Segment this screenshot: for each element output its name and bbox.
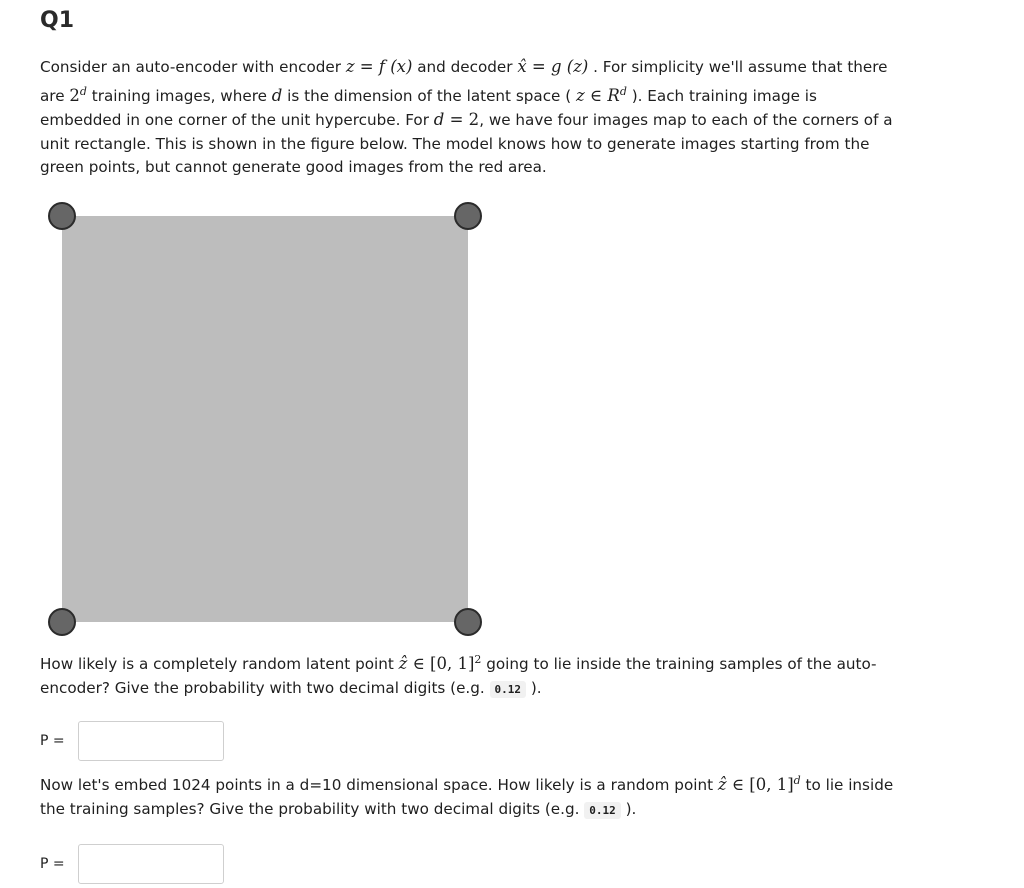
probability-input-1[interactable] bbox=[78, 721, 224, 761]
part2-question: Now let's embed 1024 points in a d=10 dimensional space. How likely is a random point ẑ ∈ [0, 1]$^d$ to lie inside the training samples? Give the probability with two decimal digits (e.g. 0.12 ). bbox=[40, 774, 894, 818]
answer-label: P = bbox=[40, 856, 65, 872]
part1-question: How likely is a completely random latent point ẑ ∈ [0, 1]$^2$ going to lie inside the training samples of the auto-encoder? Give the probability with two decimal digits (e.g. 0.12 ). bbox=[40, 653, 877, 697]
unit-square-figure bbox=[40, 198, 500, 638]
probability-input-2[interactable] bbox=[78, 844, 224, 884]
corner-point-top-right bbox=[455, 203, 481, 229]
unit-square bbox=[62, 216, 468, 622]
corner-point-bottom-right bbox=[455, 609, 481, 635]
example-value-code: 0.12 bbox=[584, 802, 621, 819]
example-value-code: 0.12 bbox=[490, 681, 527, 698]
corner-point-bottom-left bbox=[49, 609, 75, 635]
corner-point-top-left bbox=[49, 203, 75, 229]
intro-paragraph: Consider an auto-encoder with encoder z = f (x) and decoder x̂ = g (z) . For simplicity we'll assume that there are 2$^d$ training images, where d is the dimension of the latent space ( z ∈ $R^d$ ). Each training image is embedded in one corner of the unit hypercube. For d = 2, we have four images map to each of the corners of a unit rectangle. This is shown in the figure below. The model knows how to generate images starting from the green points, but cannot generate good images from the red area. bbox=[40, 57, 893, 177]
question-title: Q1 bbox=[40, 8, 75, 33]
answer-row-1 bbox=[40, 721, 224, 761]
answer-label: P = bbox=[40, 733, 65, 749]
answer-row-2 bbox=[40, 844, 224, 884]
